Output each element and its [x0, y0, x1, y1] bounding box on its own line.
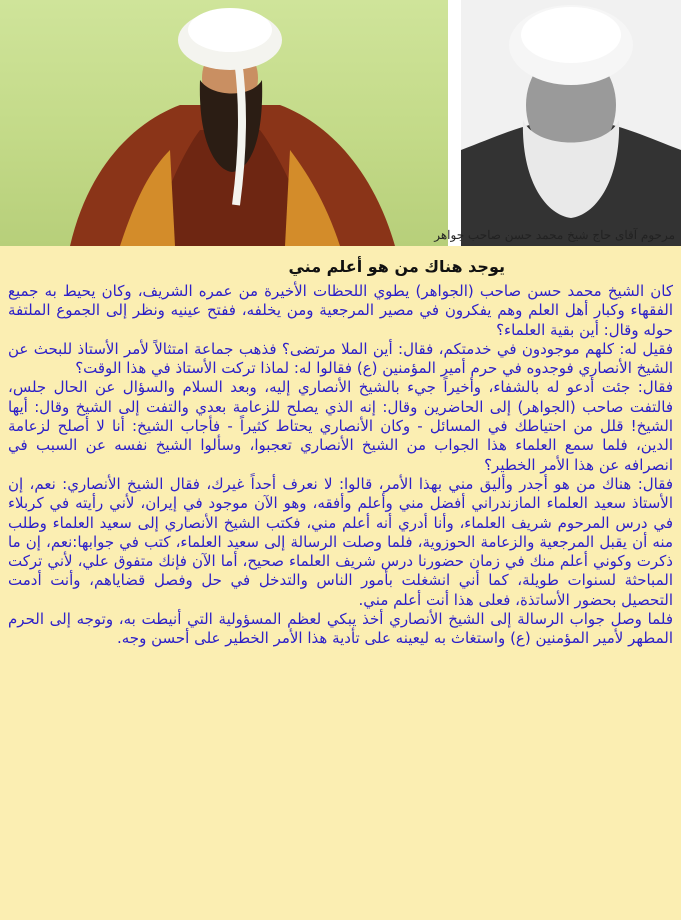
portrait-photo-bw: [434, 0, 681, 246]
portrait-photo-color: [0, 0, 448, 246]
article-paragraph-2: فقيل له: كلهم موجودون في خدمتكم، فقال: أين الملا مرتضى؟ فذهب جماعة امتثالاً لأمر الأستاذ للبحث عن الشيخ الأنصاري فوجدوه في حرم أمير المؤمنين (ع) فقالوا له: لماذا تركت الأستاذ في هذا الوقت؟: [8, 339, 673, 378]
article-paragraph-1: كان الشيخ محمد حسن صاحب (الجواهر) يطوي اللحظات الأخيرة من عمره الشريف، وكان يحيط به جميع الفقهاء وكبار أهل العلم وهم يفكرون في مصير المرجعية ومن يخلفه، ففتح عينيه ونظر إلى الجموع الملتفة حوله وقال: أين بقية العلماء؟: [8, 282, 673, 339]
photo-caption: مرحوم آقای حاج شیخ محمد حسن صاحب جواهر: [434, 228, 675, 242]
portrait-bw-illustration: [434, 0, 681, 246]
article: [0, 248, 681, 920]
photo-banner: [0, 0, 681, 248]
photo-gap: [448, 0, 461, 246]
portrait-illustration: [0, 0, 448, 246]
article-paragraph-4: فقال: هناك من هو أجدر وأليق مني بهذا الأمر، قالوا: لا نعرف أحداً غيرك، فقال الشيخ الأنصاري: نعم، إن الأستاذ سعيد العلماء المازندراني أفضل مني وأعلم وأفقه، وهو الآن موجود في إيران، لأني رأيته في كربلاء في درس المرحوم شريف العلماء، وأنا أدري أنه أعلم مني، فكتب الشيخ الأنصاري إلى سعيد العلماء وطلب منه أن يقبل المرجعية والزعامة الحوزوية، فلما وصلت الرسالة إلى سعيد العلماء، كتب في جوابها:نعم، إن ما ذكرت وكوني أعلم منك في زمان حضورنا درس شريف العلماء صحيح، أما الآن فإنك متفوق علي، لأني تركت المباحثة لسنوات طويلة، كما أني انشغلت بأمور الناس والتدخل في حل وفصل قضاياهم، وأنت أدمت التحصيل بحضور الأساتذة، فعلى هذا أنت أعلم مني.: [8, 474, 673, 609]
article-paragraph-3: فقال: جئت أدعو له بالشفاء، وأخيراً جيء بالشيخ الأنصاري إليه، وبعد السلام والسؤال عن الحال جلس، فالتفت صاحب (الجواهر) إلى الحاضرين وقال: إنه الذي يصلح للزعامة بعدي والتفت إلى الشيخ وقال: أيها الشيخ! قلل من احتياطك في المسائل - وكان الأنصاري يحتاط كثيراً - فأجاب الشيخ: أنا لا أصلح لزعامة الدين، فلما سمع العلماء هذا الجواب من الشيخ الأنصاري تعجبوا، وسألوا الشيخ نفسه عن السبب في انصرافه عن هذا الأمر الخطير؟: [8, 378, 673, 474]
article-paragraph-5: فلما وصل جواب الرسالة إلى الشيخ الأنصاري أخذ يبكي لعظم المسؤولية التي أنيطت به، وتوجه إلى الحرم المطهر لأمير المؤمنين (ع) واستغاث به ليعينه على تأدية هذا الأمر الخطير على أحسن وجه.: [8, 610, 673, 648]
article-title: يوجد هناك من هو أعلم مني: [288, 257, 505, 276]
